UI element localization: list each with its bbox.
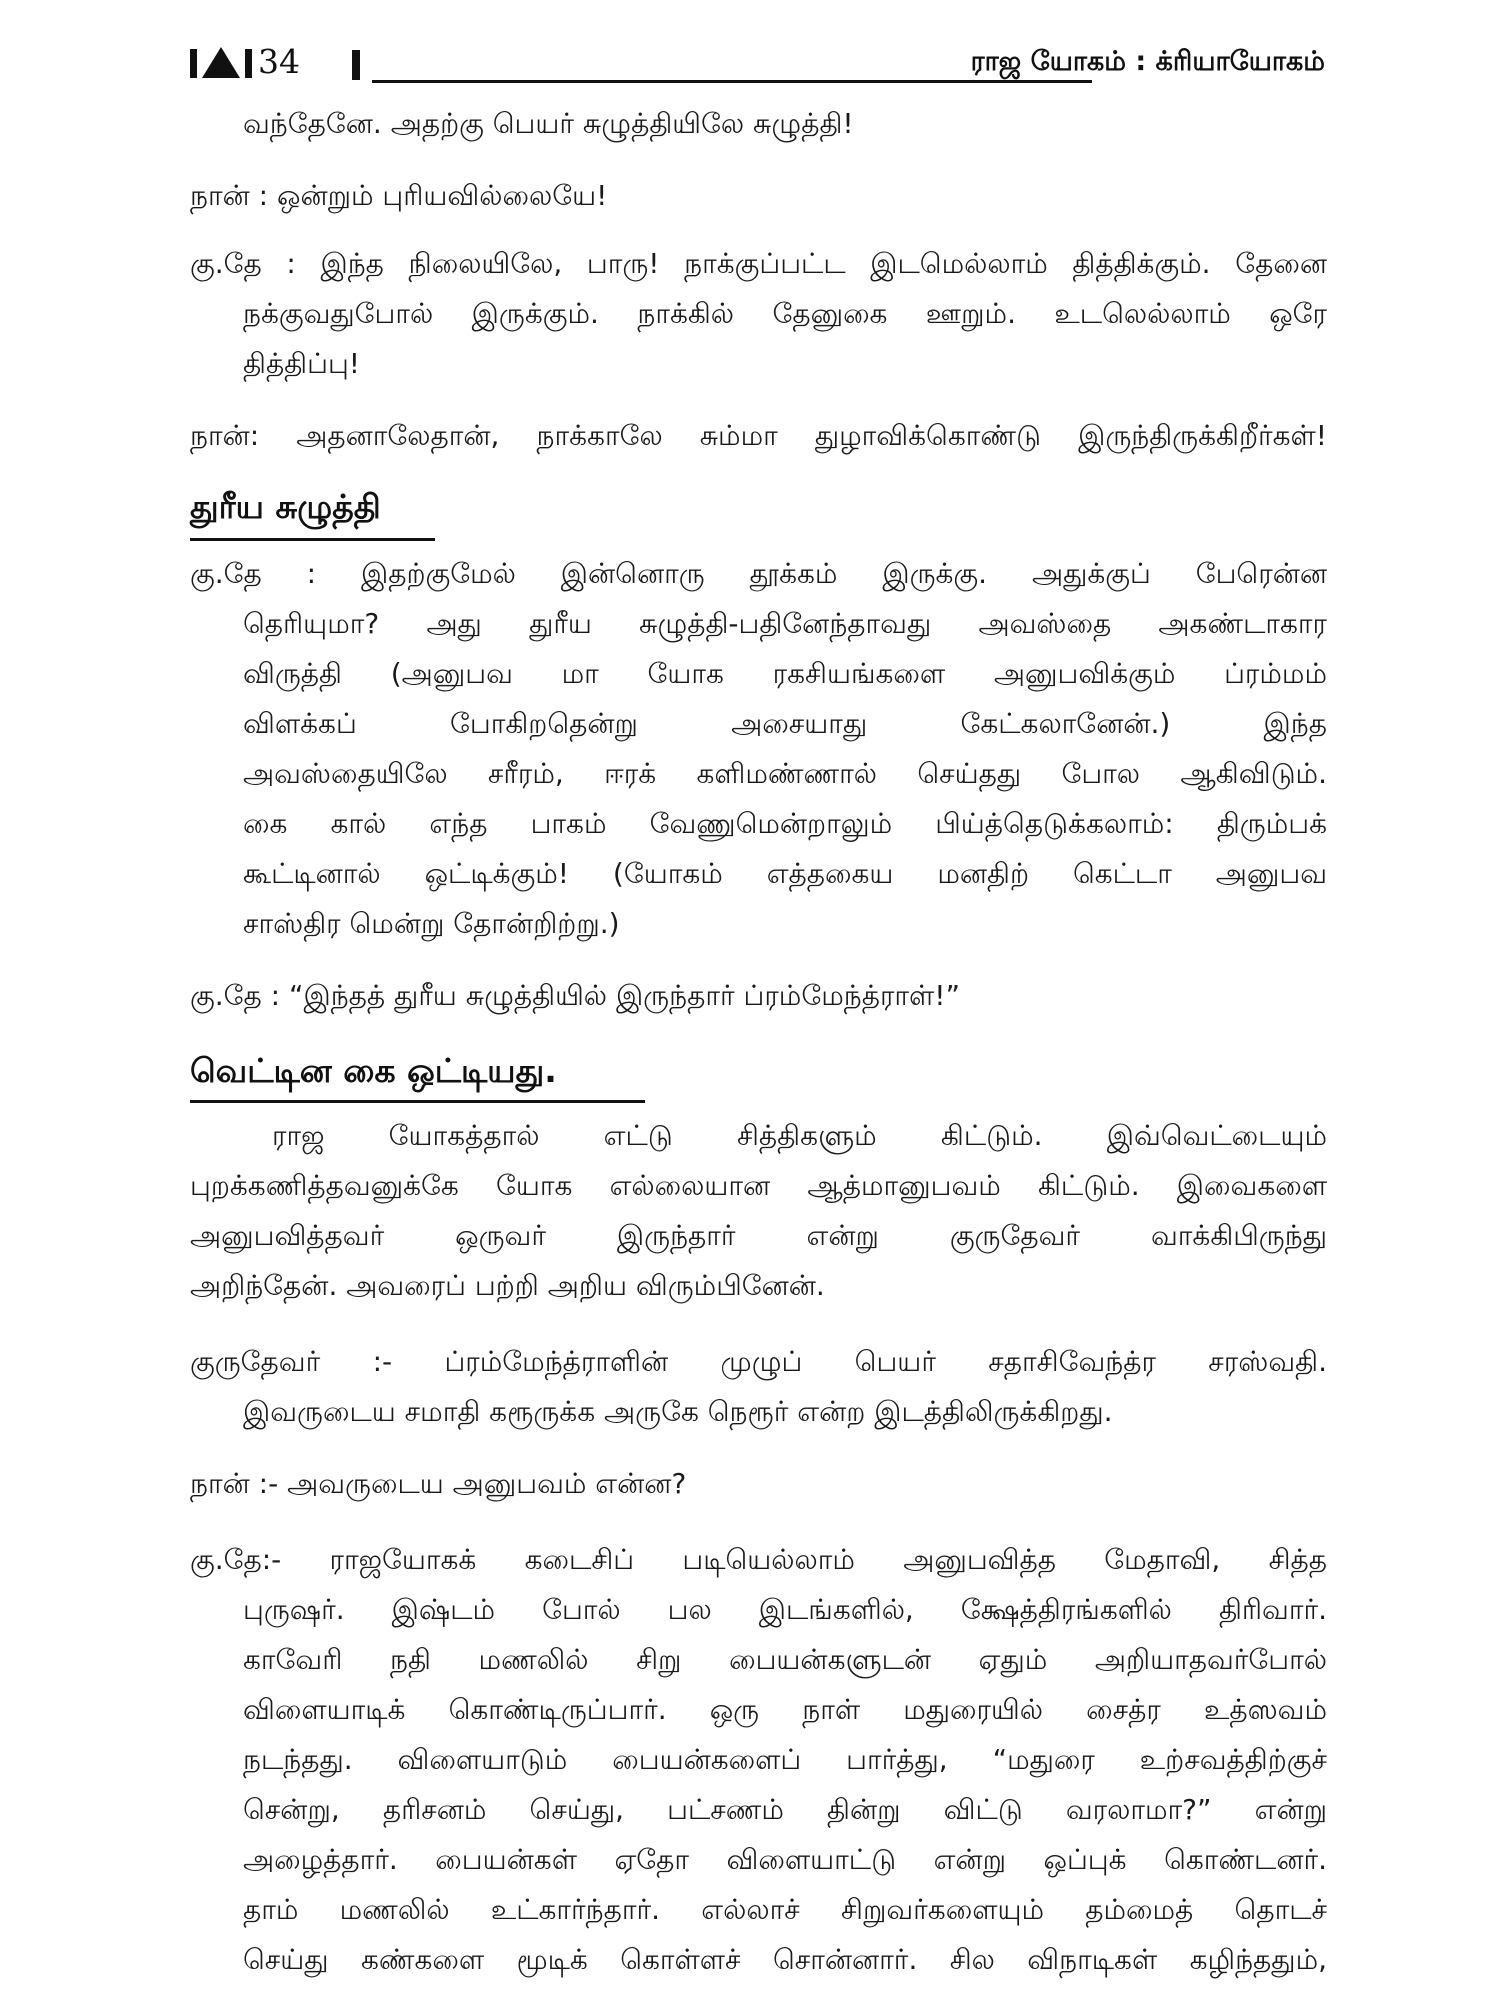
text-line: தாம் மணலில் உட்கார்ந்தார். எல்லாச் சிறுவர்களையும் தம்மைத் தொடச் <box>243 1893 1327 1926</box>
text-line: விளக்கப் போகிறதென்று அசையாது கேட்கலானேன்.) இந்த <box>243 707 1327 740</box>
header-separator-bar <box>352 50 360 80</box>
page-number: 34 <box>258 42 300 81</box>
dialogue-line: கு.தே : இந்த நிலையிலே, பாரு! நாக்குப்பட்ட இடமெல்லாம் தித்திக்கும். தேனை <box>190 247 1327 280</box>
dialogue-line: கு.தே : “இந்தத் துரீய சுழுத்தியில் இருந்தார் ப்ரம்மேந்த்ராள்!” <box>190 979 961 1012</box>
text-line: காவேரி நதி மணலில் சிறு பையன்களுடன் ஏதும் அறியாதவர்போல் <box>243 1643 1327 1676</box>
dialogue-line: கு.தே : இதற்குமேல் இன்னொரு தூக்கம் இருக்கு. அதுக்குப் பேரென்ன <box>190 557 1327 590</box>
text-line: கூட்டினால் ஒட்டிக்கும்! (யோகம் எத்தகைய மனதிற் கெட்டா அனுபவ <box>243 857 1327 890</box>
text-line: வந்தேனே. அதற்கு பெயர் சுழுத்தியிலே சுழுத்தி! <box>243 107 854 140</box>
heading-underline <box>190 1100 645 1103</box>
text-line: சென்று, தரிசனம் செய்து, பட்சணம் தின்று விட்டு வரலாமா?” என்று <box>243 1793 1327 1826</box>
page-header <box>190 40 1325 90</box>
text-line: அழைத்தார். பையன்கள் ஏதோ விளையாட்டு என்று ஒப்புக் கொண்டனர். <box>243 1843 1327 1876</box>
dialogue-line: குருதேவர் :- ப்ரம்மேந்த்ராளின் முழுப் பெயர் சதாசிவேந்த்ர சரஸ்வதி. <box>190 1345 1327 1378</box>
text-line: கை கால் எந்த பாகம் வேணுமென்றாலும் பிய்த்தெடுக்கலாம்: திரும்பக் <box>243 807 1327 840</box>
text-line: செய்து கண்களை மூடிக் கொள்ளச் சொன்னார். சில விநாடிகள் கழிந்ததும், <box>243 1943 1327 1976</box>
dialogue-line: நான்: அதனாலேதான், நாக்காலே சும்மா துழாவிக்கொண்டு இருந்திருக்கிறீர்கள்! <box>190 419 1327 452</box>
section-heading: துரீய சுழுத்தி <box>190 487 381 526</box>
text-line: விளையாடிக் கொண்டிருப்பார். ஒரு நாள் மதுரையில் சைத்ர உத்ஸவம் <box>243 1693 1327 1726</box>
section-heading: வெட்டின கை ஒட்டியது. <box>190 1051 557 1090</box>
dialogue-line: நான் :- அவருடைய அனுபவம் என்ன? <box>190 1467 687 1500</box>
text-line: நக்குவதுபோல் இருக்கும். நாக்கில் தேனுகை ஊறும். உடலெல்லாம் ஒரே <box>243 297 1327 330</box>
text-line: சாஸ்திர மென்று தோன்றிற்று.) <box>243 907 620 940</box>
running-title: ராஜ யோகம் : க்ரியாயோகம் <box>970 46 1325 77</box>
text-line: தெரியுமா? அது துரீய சுழுத்தி-பதினேந்தாவது அவஸ்தை அகண்டாகார <box>243 607 1327 640</box>
text-line: நடந்தது. விளையாடும் பையன்களைப் பார்த்து, “மதுரை உற்சவத்திற்குச் <box>243 1743 1327 1776</box>
dialogue-line: கு.தே:- ராஜயோகக் கடைசிப் படியெல்லாம் அனுபவித்த மேதாவி, சித்த <box>190 1543 1327 1576</box>
text-line: ராஜ யோகத்தால் எட்டு சித்திகளும் கிட்டும். இவ்வெட்டையும் <box>272 1119 1327 1152</box>
text-line: அனுபவித்தவர் ஒருவர் இருந்தார் என்று குருதேவர் வாக்கிபிருந்து <box>190 1219 1327 1252</box>
text-line: புறக்கணித்தவனுக்கே யோக எல்லையான ஆத்மானுபவம் கிட்டும். இவைகளை <box>190 1169 1327 1202</box>
text-line: இவருடைய சமாதி கரூருக்க அருகே நெரூர் என்ற இடத்திலிருக்கிறது. <box>243 1395 1113 1428</box>
text-line: அவஸ்தையிலே சரீரம், ஈரக் களிமண்ணால் செய்தது போல ஆகிவிடும். <box>243 757 1327 790</box>
publisher-logo-icon <box>190 46 260 80</box>
text-line: விருத்தி (அனுபவ மா யோக ரகசியங்களை அனுபவிக்கும் ப்ரம்மம் <box>243 657 1327 690</box>
text-line: அறிந்தேன். அவரைப் பற்றி அறிய விரும்பினேன். <box>190 1269 825 1302</box>
text-line: புருஷர். இஷ்டம் போல் பல இடங்களில், க்ஷேத்திரங்களில் திரிவார். <box>243 1593 1327 1626</box>
dialogue-line: நான் : ஒன்றும் புரியவில்லையே! <box>190 179 608 212</box>
text-line: தித்திப்பு! <box>243 347 361 380</box>
heading-underline <box>190 538 435 541</box>
